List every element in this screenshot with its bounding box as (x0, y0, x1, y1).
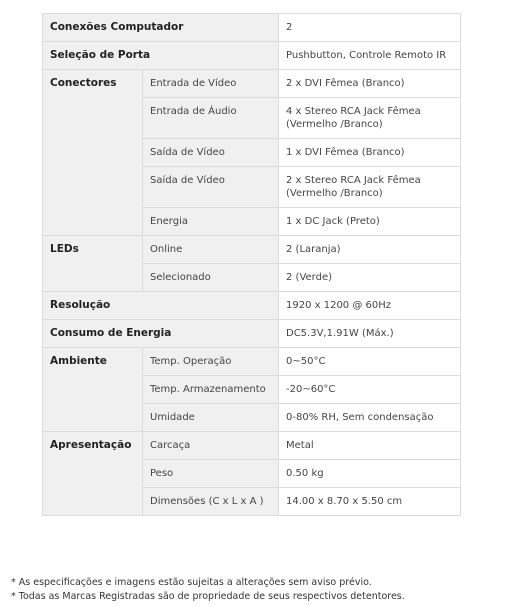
spec-value: 2 (Laranja) (279, 236, 461, 264)
spec-label: Umidade (143, 404, 279, 432)
spec-value: 1 x DVI Fêmea (Branco) (279, 139, 461, 167)
spec-label: Online (143, 236, 279, 264)
spec-label: Selecionado (143, 264, 279, 292)
spec-value: 1 x DC Jack (Preto) (279, 208, 461, 236)
spec-value: 1920 x 1200 @ 60Hz (279, 292, 461, 320)
section-label: LEDs (43, 236, 143, 292)
table-row (43, 348, 461, 376)
spec-value: 2 x Stereo RCA Jack Fêmea (Vermelho /Branco) (279, 167, 461, 208)
table-row (43, 432, 461, 460)
spec-value: 14.00 x 8.70 x 5.50 cm (279, 488, 461, 516)
footnote-disclaimer: * As especificações e imagens estão sujeitas a alterações sem aviso prévio. (11, 577, 372, 588)
table-row (43, 70, 461, 98)
table-row (43, 14, 461, 42)
section-label: Ambiente (43, 348, 143, 432)
footnote-trademarks: * Todas as Marcas Registradas são de propriedade de seus respectivos detentores. (11, 591, 405, 602)
table-row (43, 236, 461, 264)
section-label: Seleção de Porta (43, 42, 279, 70)
spec-value: 0-80% RH, Sem condensação (279, 404, 461, 432)
spec-value: Metal (279, 432, 461, 460)
spec-label: Temp. Armazenamento (143, 376, 279, 404)
spec-label: Entrada de Vídeo (143, 70, 279, 98)
spec-value: -20~60°C (279, 376, 461, 404)
spec-label: Dimensões (C x L x A ) (143, 488, 279, 516)
table-row (43, 42, 461, 70)
spec-value: 0.50 kg (279, 460, 461, 488)
section-label: Consumo de Energia (43, 320, 279, 348)
spec-value: 2 (279, 14, 461, 42)
section-label: Apresentação (43, 432, 143, 516)
spec-label: Saída de Vídeo (143, 167, 279, 208)
table-row (43, 292, 461, 320)
section-label: Conectores (43, 70, 143, 236)
spec-label: Temp. Operação (143, 348, 279, 376)
footnotes (11, 576, 405, 604)
spec-label: Energia (143, 208, 279, 236)
spec-label: Peso (143, 460, 279, 488)
spec-label: Entrada de Áudio (143, 98, 279, 139)
spec-value: DC5.3V,1.91W (Máx.) (279, 320, 461, 348)
section-label: Conexões Computador (43, 14, 279, 42)
spec-label: Carcaça (143, 432, 279, 460)
spec-label: Saída de Vídeo (143, 139, 279, 167)
spec-value: Pushbutton, Controle Remoto IR (279, 42, 461, 70)
spec-value: 2 (Verde) (279, 264, 461, 292)
section-label: Resolução (43, 292, 279, 320)
spec-value: 0~50°C (279, 348, 461, 376)
specifications-table (42, 13, 461, 516)
table-row (43, 320, 461, 348)
spec-value: 4 x Stereo RCA Jack Fêmea (Vermelho /Branco) (279, 98, 461, 139)
spec-value: 2 x DVI Fêmea (Branco) (279, 70, 461, 98)
